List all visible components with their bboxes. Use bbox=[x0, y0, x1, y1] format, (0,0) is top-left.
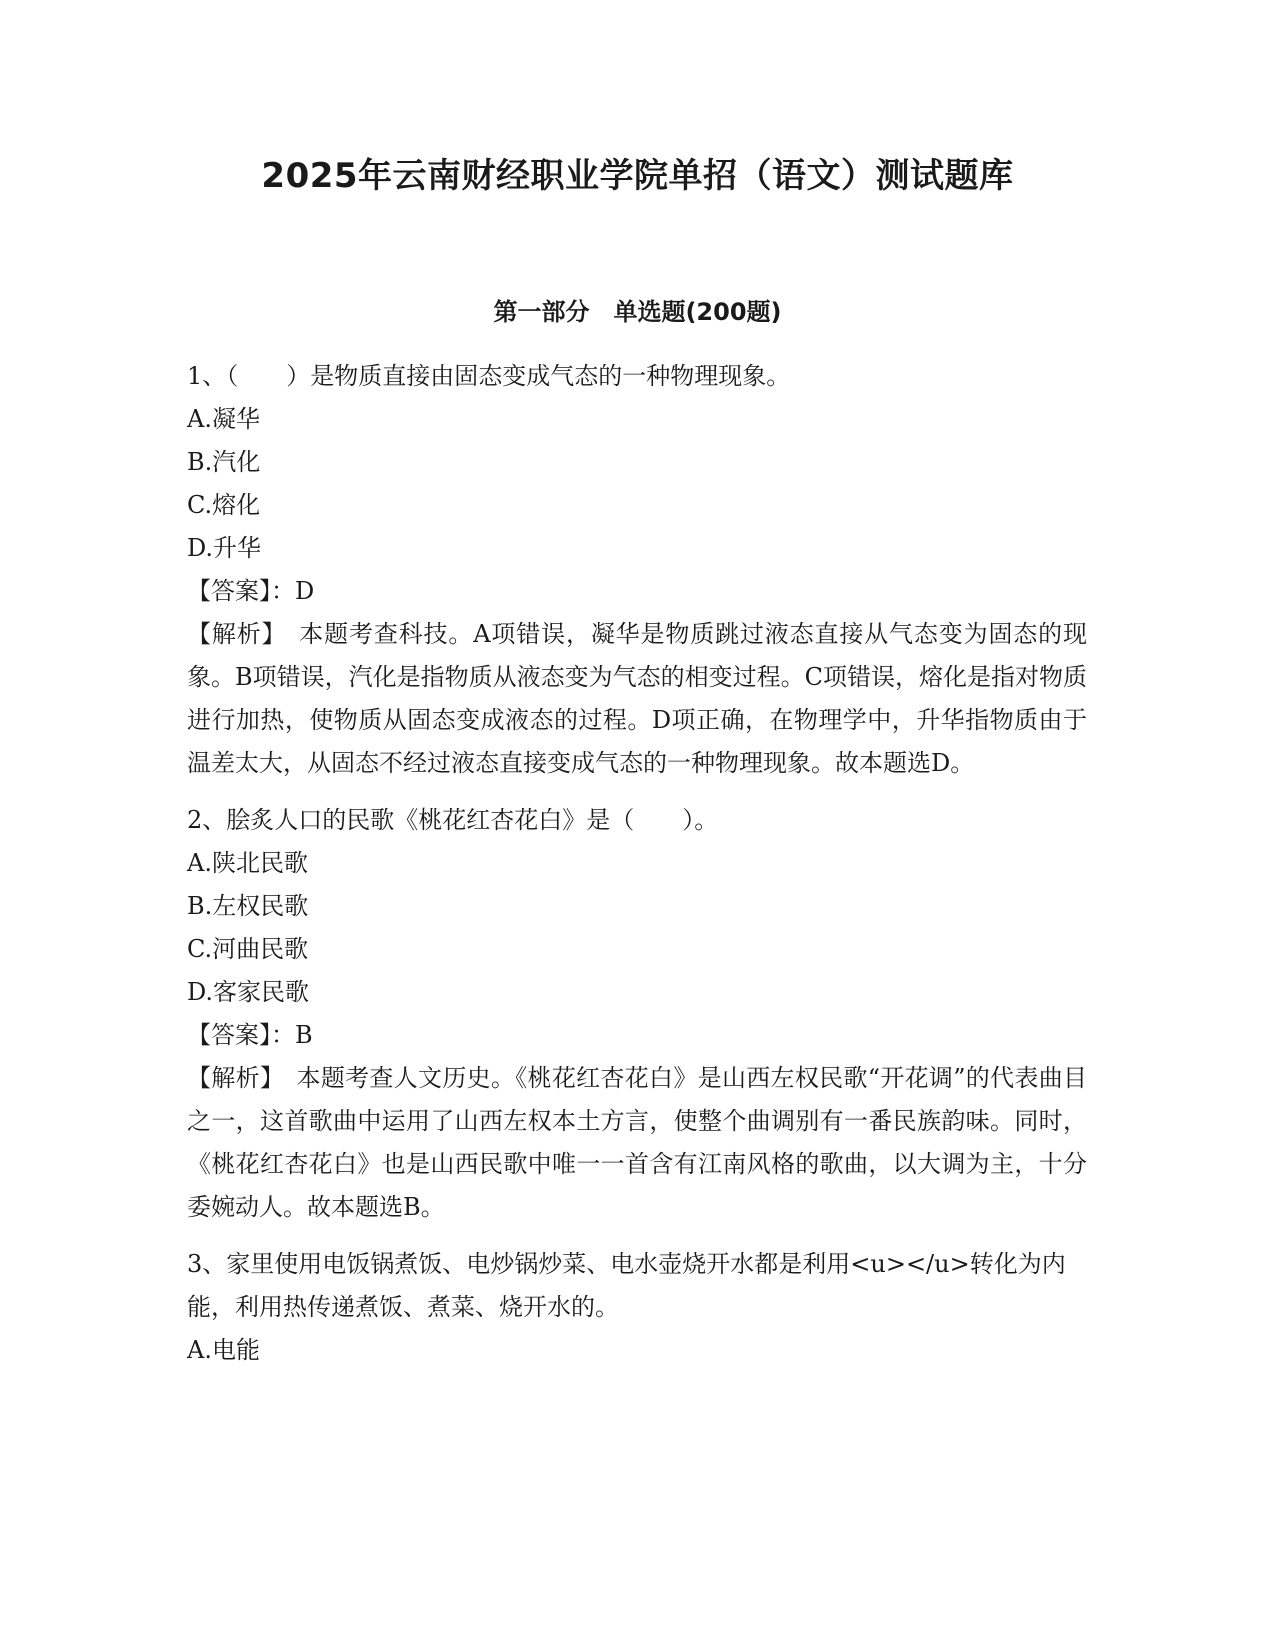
section-title: 第一部分 单选题(200题) bbox=[493, 298, 782, 326]
explanation-label: 【解析】 bbox=[187, 1064, 297, 1092]
option-a: A.电能 bbox=[187, 1336, 260, 1364]
answer-value: B bbox=[295, 1021, 313, 1049]
option-a: A.陕北民歌 bbox=[187, 849, 308, 877]
question-3 bbox=[187, 1243, 1087, 1372]
explanation bbox=[187, 1057, 1087, 1229]
document-title: 2025年云南财经职业学院单招（语文）测试题库 bbox=[261, 156, 1014, 196]
answer-label: 【答案】： bbox=[187, 577, 295, 605]
explanation-label: 【解析】 bbox=[187, 620, 300, 648]
document-body bbox=[187, 355, 1087, 1386]
option-a: A.凝华 bbox=[187, 405, 260, 433]
option-c: C.河曲民歌 bbox=[187, 935, 309, 963]
option-b: B.左权民歌 bbox=[187, 892, 309, 920]
question-2 bbox=[187, 799, 1087, 1229]
answer-label: 【答案】： bbox=[187, 1021, 295, 1049]
answer-line bbox=[187, 570, 1087, 613]
option-d: D.升华 bbox=[187, 534, 262, 562]
explanation-text: 本题考查科技。A项错误，凝华是物质跳过液态直接从气态变为固态的现象。B项错误，汽化是指物质从液态变为气态的相变过程。C项错误，熔化是指对物质进行加热，使物质从固态变成液态的过程。D项正确，在物理学中，升华指物质由于温差太大，从固态不经过液态直接变成气态的一种物理现象。故本题选D。 bbox=[187, 620, 1087, 777]
question-1 bbox=[187, 355, 1087, 785]
option-d: D.客家民歌 bbox=[187, 978, 310, 1006]
explanation-text: 本题考查人文历史。《桃花红杏花白》是山西左权民歌“开花调”的代表曲目之一，这首歌曲中运用了山西左权本土方言，使整个曲调别有一番民族韵味。同时，《桃花红杏花白》也是山西民歌中唯一一首含有江南风格的歌曲，以大调为主，十分委婉动人。故本题选B。 bbox=[187, 1064, 1087, 1221]
question-stem: 3、家里使用电饭锅煮饭、电炒锅炒菜、电水壶烧开水都是利用<u></u>转化为内能，利用热传递煮饭、煮菜、烧开水的。 bbox=[187, 1250, 1066, 1321]
question-stem: 1、（ ）是物质直接由固态变成气态的一种物理现象。 bbox=[187, 362, 791, 390]
explanation bbox=[187, 613, 1087, 785]
question-stem: 2、脍炙人口的民歌《桃花红杏花白》是（ ）。 bbox=[187, 806, 719, 834]
option-c: C.熔化 bbox=[187, 491, 261, 519]
answer-line bbox=[187, 1014, 1087, 1057]
option-b: B.汽化 bbox=[187, 448, 261, 476]
answer-value: D bbox=[295, 577, 315, 605]
